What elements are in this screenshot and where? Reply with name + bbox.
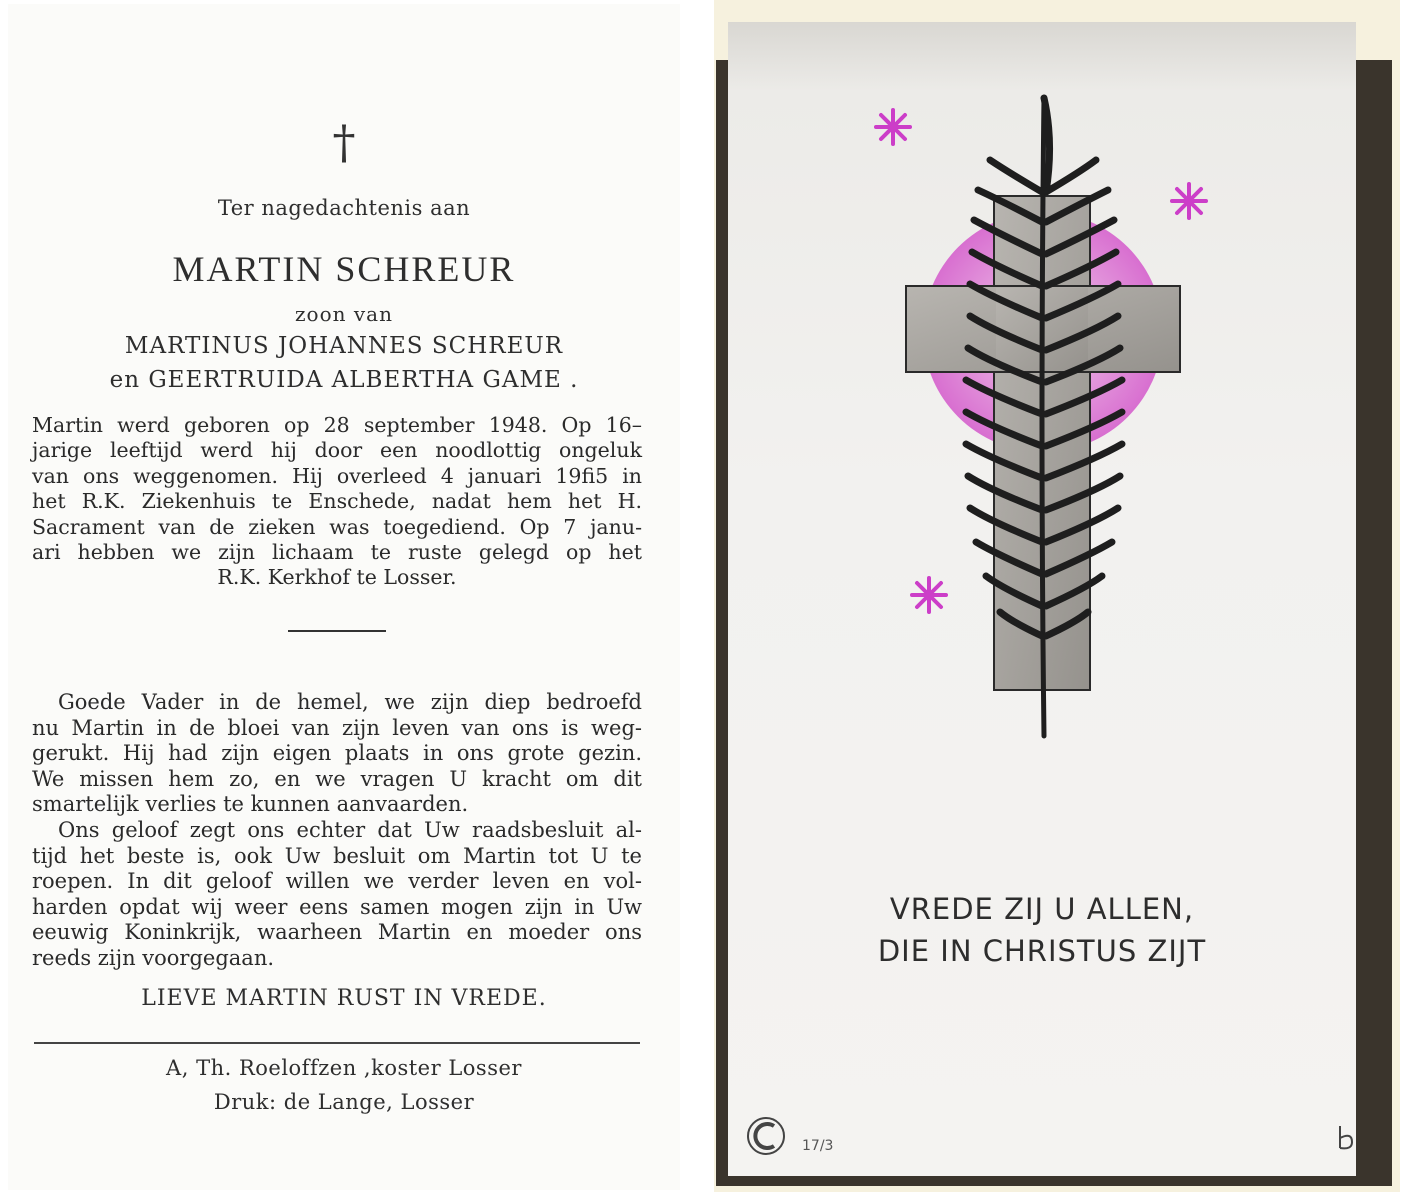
biography-line: Sacrament van de zieken was toegediend. Op 7 janu- — [32, 514, 642, 539]
cross-icon: † — [332, 115, 356, 169]
print-code: 17/3 — [802, 1138, 834, 1154]
motto-line-1: VREDE ZIJ U ALLEN, — [889, 892, 1195, 926]
prayer-line: eeuwig Koninkrijk, waarheen Martin en moeder ons — [32, 920, 642, 945]
long-divider — [34, 1042, 640, 1044]
father-name: MARTINUS JOHANNES SCHREUR — [124, 333, 564, 359]
prayer-paragraph — [32, 690, 642, 972]
prayer-line: harden opdat wij weer eens samen mogen zijn in Uw — [32, 894, 642, 919]
biography-paragraph — [32, 413, 642, 591]
prayer-line: gerukt. Hij had zijn eigen plaats in ons grote gezin. — [32, 741, 642, 766]
prayer-line: roepen. In dit geloof willen we verder leven en vol- — [32, 869, 642, 894]
prayer-line: tijd het beste is, ook Uw besluit om Martin tot U te — [32, 843, 642, 868]
short-divider — [288, 630, 386, 632]
deceased-name: MARTIN SCHREUR — [172, 249, 516, 289]
biography-line: jarige leeftijd werd hij door een noodlottig ongeluk — [32, 438, 642, 463]
star-icon — [912, 578, 946, 612]
prayer-line: We missen hem zo, en we vragen U kracht om dit — [32, 766, 642, 791]
prayer-line: nu Martin in de bloei van zijn leven van ons is weg- — [32, 715, 642, 740]
memorial-text-card — [8, 4, 680, 1190]
son-of-line: zoon van — [295, 302, 393, 326]
biography-line: het R.K. Ziekenhuis te Enschede, nadat hem het H. — [32, 489, 642, 514]
sexton-signature: A, Th. Roeloffzen ,koster Losser — [166, 1056, 522, 1080]
star-icon — [876, 110, 910, 144]
motto-line-2: DIE IN CHRISTUS ZIJT — [877, 934, 1207, 968]
prayer-line: smartelijk verlies te kunnen aanvaarden. — [32, 792, 469, 817]
biography-line: Martin werd geboren op 28 september 1948. Op 16– — [32, 413, 642, 437]
intro-line: Ter nagedachtenis aan — [217, 196, 471, 220]
closing-line: LIEVE MARTIN RUST IN VREDE. — [141, 986, 547, 1011]
cross-illustration — [728, 22, 1356, 1176]
mother-name: en GEERTRUIDA ALBERTHA GAME . — [109, 367, 579, 393]
prayer-line: reeds zijn voorgegaan. — [32, 945, 275, 970]
biography-line: R.K. Kerkhof te Losser. — [217, 565, 457, 590]
biography-line: ari hebben we zijn lichaam te ruste gelegd op het — [32, 540, 642, 565]
publisher-logo-icon — [748, 1118, 784, 1154]
star-icon — [1172, 184, 1206, 218]
monogram-icon — [1340, 1126, 1352, 1148]
biography-line: van ons weggenomen. Hij overleed 4 januari 19fi5 in — [32, 463, 642, 488]
prayer-line: Ons geloof zegt ons echter dat Uw raadsbesluit al- — [58, 817, 642, 842]
prayer-line: Goede Vader in de hemel, we zijn diep bedroefd — [58, 690, 642, 714]
printer-credit: Druk: de Lange, Losser — [213, 1090, 475, 1114]
